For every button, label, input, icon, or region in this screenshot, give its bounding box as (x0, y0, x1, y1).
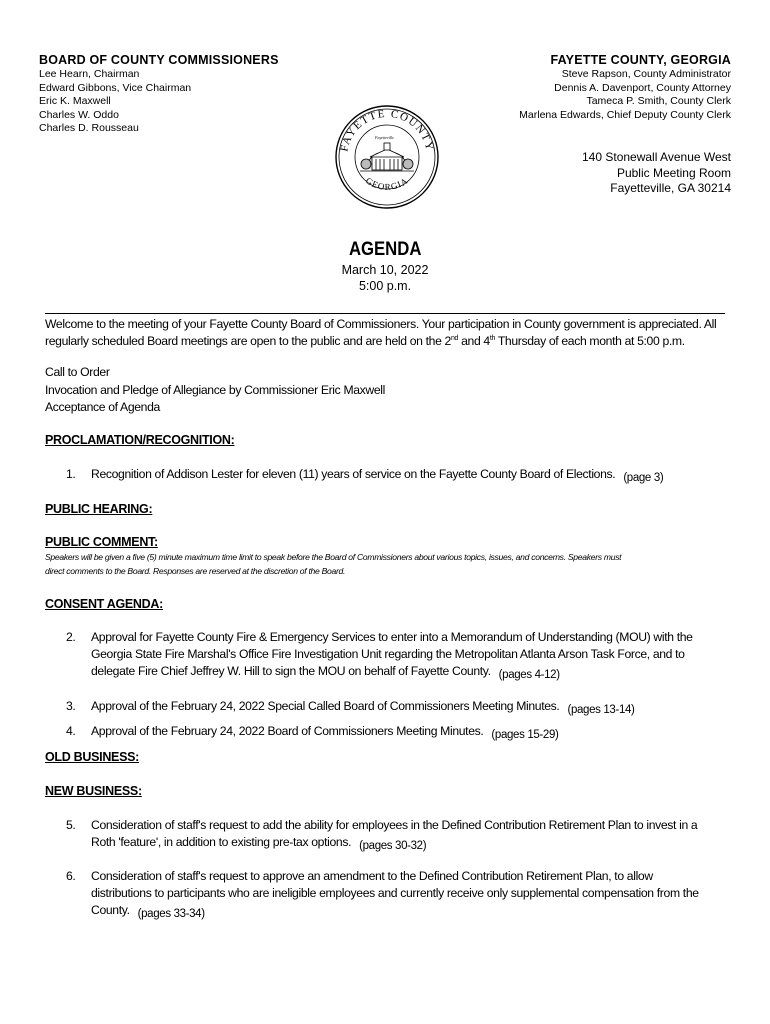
agenda-item: 4. Approval of the February 24, 2022 Board of Commissioners Meeting Minutes. (pages 15-29) (66, 724, 559, 741)
section-public-comment: PUBLIC COMMENT: (45, 535, 158, 549)
county-seal-icon (334, 104, 440, 210)
address-line: Public Meeting Room (616, 165, 731, 180)
section-consent-agenda: CONSENT AGENDA: (45, 597, 163, 611)
svg-text:FAYETTE COUNTY: FAYETTE COUNTY (338, 107, 436, 153)
address-line: Fayetteville, GA 30214 (610, 181, 731, 195)
address-line: 140 Stonewall Avenue West (582, 150, 731, 164)
county-title: FAYETTE COUNTY, GEORGIA (550, 53, 731, 67)
member-name: Eric K. Maxwell (39, 95, 111, 108)
agenda-item: 1. Recognition of Addison Lester for eleven (11) years of service on the Fayette County Board of Elections. (page 3) (66, 467, 664, 484)
opening-item: Call to Order (45, 365, 110, 379)
staff-name: Tameca P. Smith, County Clerk (586, 95, 731, 108)
staff-name: Marlena Edwards, Chief Deputy County Clerk (519, 108, 731, 121)
opening-item: Acceptance of Agenda (45, 400, 160, 414)
staff-name: Dennis A. Davenport, County Attorney (554, 81, 731, 94)
staff-name: Steve Rapson, County Administrator (561, 68, 731, 80)
member-name: Lee Hearn, Chairman (39, 68, 140, 80)
section-old-business: OLD BUSINESS: (45, 750, 140, 764)
board-title: BOARD OF COUNTY COMMISSIONERS (39, 53, 279, 67)
meeting-address (582, 150, 731, 197)
section-public-hearing: PUBLIC HEARING: (45, 502, 153, 516)
board-members-block (39, 52, 279, 136)
divider (45, 313, 725, 314)
agenda-title: AGENDA (348, 239, 422, 260)
agenda-item: 5. Consideration of staff's request to add the ability for employees in the Defined Contribution Retirement Plan to invest in a Roth 'feature', in addition to existing pre-tax options. (pages 30-32) (66, 818, 698, 852)
member-name: Charles W. Oddo (39, 108, 119, 121)
agenda-title-block (0, 238, 770, 294)
agenda-item: 6. Consideration of staff's request to approve an amendment to the Defined Contribution Retirement Plan, to allow distributions to participants who are ineligible employees and currently receive only supplemental compensation from the County. (pages 33-34) (66, 869, 699, 920)
member-name: Edward Gibbons, Vice Chairman (39, 81, 192, 94)
svg-text:Fayetteville: Fayetteville (375, 135, 394, 140)
section-new-business: NEW BUSINESS: (45, 784, 142, 798)
welcome-paragraph (45, 316, 735, 350)
agenda-date: March 10, 2022 (341, 263, 429, 277)
welcome-line-1: Welcome to the meeting of your Fayette County Board of Commissioners. Your participation in County government is appreciated. All (45, 317, 717, 331)
welcome-line-2: regularly scheduled Board meetings are open to the public and are held on the 2nd and 4th Thursday of each month at 5:00 p.m. (45, 334, 685, 348)
public-comment-note: Speakers will be given a five (5) minute maximum time limit to speak before the Board of Commissioners about various topics, issues, and concerns. Speakers must direct comments to the Board. Responses are reserved at the discretion of the Board. (45, 552, 622, 576)
opening-item: Invocation and Pledge of Allegiance by Commissioner Eric Maxwell (45, 382, 386, 397)
svg-text:GEORGIA: GEORGIA (363, 175, 411, 192)
agenda-item: 3. Approval of the February 24, 2022 Special Called Board of Commissioners Meeting Minutes. (pages 13-14) (66, 699, 635, 716)
opening-list (45, 364, 735, 417)
county-staff-block (519, 52, 731, 122)
agenda-time: 5:00 p.m. (358, 279, 412, 293)
agenda-item: 2. Approval for Fayette County Fire & Emergency Services to enter into a Memorandum of Understanding (MOU) with the Georgia State Fire Marshal's Office Fire Investigation Unit regarding the Metropolitan Atlanta Arson Task Force, and to delegate Fire Chief Jeffrey W. Hill to sign the MOU on behalf of Fayette County. (pages 4-12) (66, 630, 693, 681)
member-name: Charles D. Rousseau (39, 122, 139, 135)
section-proclamation: PROCLAMATION/RECOGNITION: (45, 433, 235, 447)
